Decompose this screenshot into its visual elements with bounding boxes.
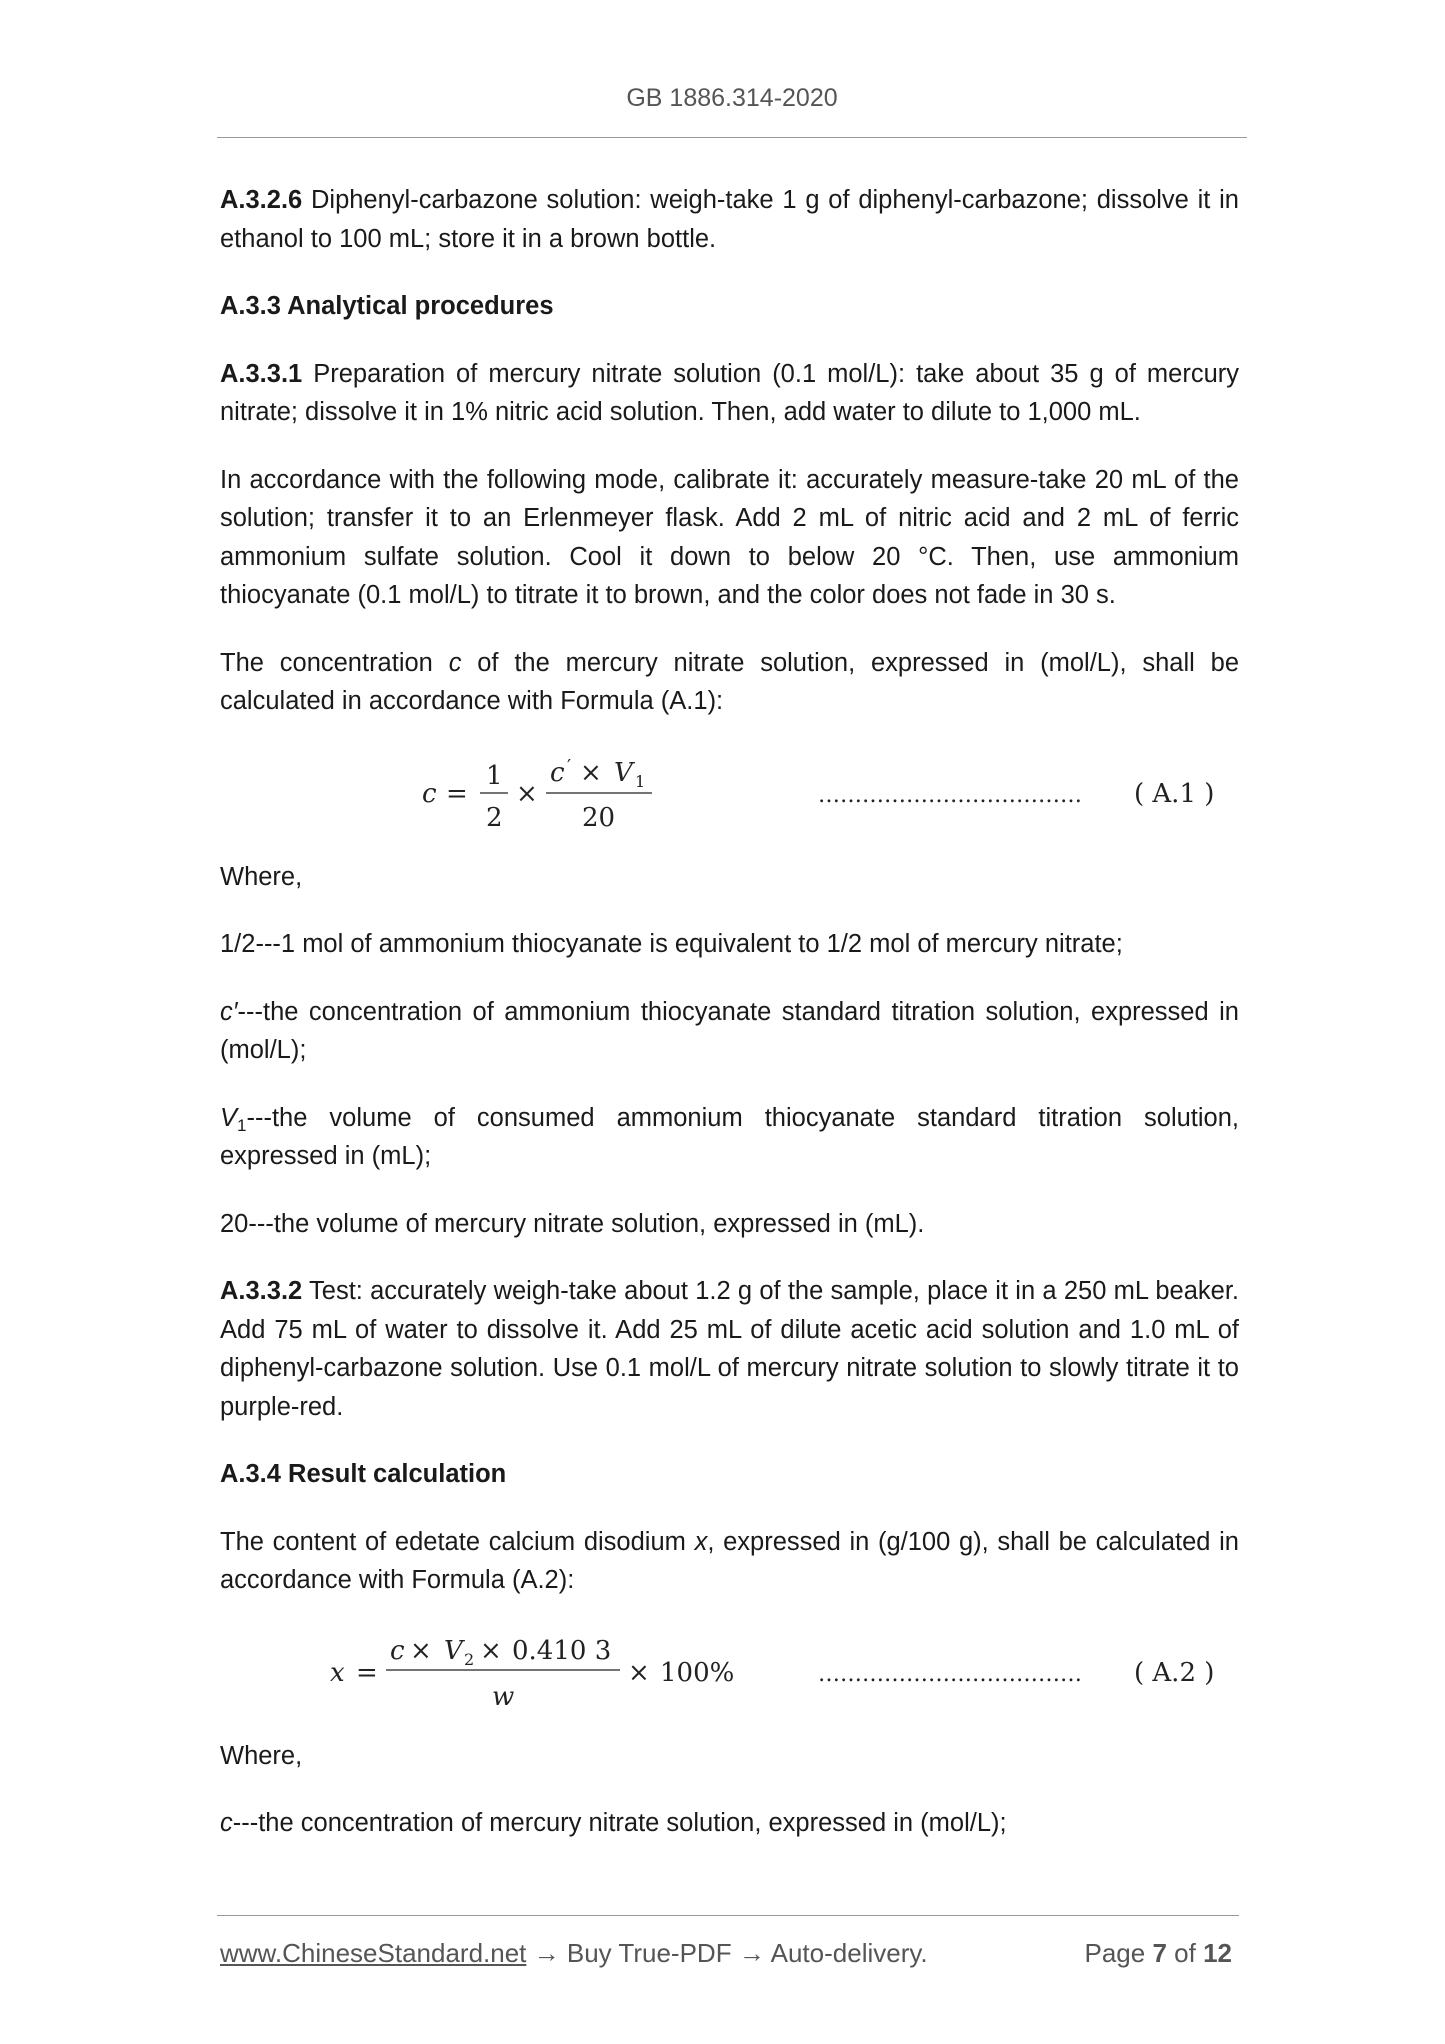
paragraph-concentration-intro [220, 644, 1239, 721]
where-label: Where, [220, 1741, 303, 1770]
auto-delivery-text: Auto-delivery. [770, 1938, 928, 1968]
clause-number: A.3.3.2 [220, 1277, 303, 1305]
heading-a34: A.3.4 Result calculation [220, 1460, 507, 1488]
formula-a2 [220, 1623, 1239, 1719]
formula-lhs: c [422, 778, 437, 809]
text: The concentration [220, 648, 449, 677]
clause-text: Test: accurately weigh-take about 1.2 g of the sample, place it in a 250 mL beaker. Add 75 mL of water to dissolve it. Add 25 mL of dilute acetic acid solution and 1.0 mL of diphenyl-carbazone solution. Use 0.1 mol/L of mercury nitrate solution to slowly titrate it to purple-red. [220, 1277, 1239, 1421]
formula-subscript: 2 [464, 1649, 475, 1669]
clause-number: A.3.3.1 [220, 359, 303, 388]
page-footer [220, 1938, 1232, 1969]
page-content [220, 181, 1239, 1872]
times-operator: × [410, 1635, 432, 1666]
heading-a33: A.3.3 Analytical procedures [220, 292, 554, 320]
formula-a1-graphic [220, 744, 1239, 840]
current-page: 7 [1152, 1938, 1167, 1968]
footer-divider [217, 1915, 1239, 1916]
formula-leader-dots: ……………………………… [818, 782, 1082, 808]
fraction-denominator: 2 [486, 802, 503, 833]
variable: x [694, 1527, 708, 1556]
total-pages: 12 [1203, 1938, 1232, 1968]
formula-leader-dots: ……………………………… [818, 1661, 1082, 1687]
formula-label: ( A.2 ) [1134, 1657, 1215, 1688]
times-operator: × [628, 1657, 650, 1688]
paragraph-a326 [220, 181, 1239, 258]
formula-equals: = [446, 778, 468, 809]
fraction-numerator: 1 [486, 760, 503, 791]
formula-var-v: V [444, 1635, 463, 1666]
definition-text: ---the volume of consumed ammonium thiocyanate standard titration solution, expressed in (mL); [220, 1103, 1239, 1170]
definition-c [220, 1804, 1239, 1843]
formula-subscript: 1 [635, 771, 646, 791]
definition-text: ---the concentration of ammonium thiocyanate standard titration solution, expressed in (mol/L); [220, 997, 1239, 1064]
text: The content of edetate calcium disodium [220, 1527, 695, 1556]
definition-text: ---the concentration of mercury nitrate solution, expressed in (mol/L); [232, 1809, 1007, 1837]
formula-constant: 0.410 3 [512, 1635, 612, 1666]
variable: c′ [220, 997, 238, 1026]
times-operator: × [580, 757, 602, 788]
times-operator: × [480, 1635, 502, 1666]
paragraph-content-intro [220, 1523, 1239, 1600]
formula-var-c: c [550, 757, 565, 788]
page-word: Page [1084, 1938, 1146, 1968]
fraction-denominator: w [492, 1681, 515, 1712]
where-label: Where, [220, 862, 303, 891]
fraction-denominator: 20 [582, 802, 616, 833]
definition-20: 20---the volume of mercury nitrate solution, expressed in (mL). [220, 1209, 925, 1238]
clause-text: Preparation of mercury nitrate solution (0.1 mol/L): take about 35 g of mercury nitrate; dissolve it in 1% nitric acid solution. Then, add water to dilute to 1,000 mL. [220, 359, 1239, 426]
definition-v1 [220, 1099, 1239, 1176]
of-word: of [1174, 1938, 1196, 1968]
times-operator: × [516, 778, 538, 809]
arrow-icon: → [533, 1938, 560, 1968]
buy-text: Buy True-PDF [566, 1938, 732, 1968]
formula-equals: = [356, 1657, 378, 1688]
variable: c [220, 1809, 233, 1837]
page-indicator [1084, 1938, 1232, 1969]
paragraph-a332 [220, 1272, 1239, 1426]
document-header [217, 84, 1247, 113]
arrow-icon: → [738, 1938, 765, 1968]
formula-var-v: V [614, 757, 633, 788]
variable: c [448, 648, 462, 677]
clause-text: Diphenyl-carbazone solution: weigh-take 1 g of diphenyl-carbazone; dissolve it in ethanol to 100 mL; store it in a brown bottle. [220, 186, 1239, 253]
paragraph-a331 [220, 355, 1239, 432]
paragraph-calibration: In accordance with the following mode, calibrate it: accurately measure-take 20 mL of the solution; transfer it to an Erlenmeyer flask. Add 2 mL of nitric acid and 2 mL of ferric ammonium sulfate solution. Cool it down to below 20 °C. Then, use ammonium thiocyanate (0.1 mol/L) to titrate it to brown, and the color does not fade in 30 s. [220, 465, 1239, 609]
text: , expressed in (g/100 g), shall be calculated in accordance with Formula (A.2): [220, 1527, 1239, 1594]
definition-one-half: 1/2---1 mol of ammonium thiocyanate is equivalent to 1/2 mol of mercury nitrate; [220, 930, 1123, 958]
website-link[interactable]: www.ChineseStandard.net [220, 1938, 527, 1968]
variable-subscript: 1 [237, 1115, 247, 1135]
formula-prime: ′ [567, 755, 572, 777]
formula-a2-graphic [220, 1623, 1239, 1719]
clause-number: A.3.2.6 [220, 186, 303, 214]
formula-a1 [220, 744, 1239, 840]
header-divider [217, 137, 1247, 138]
definition-c-prime [220, 993, 1239, 1070]
formula-lhs: x [330, 1657, 345, 1688]
formula-var-c: c [390, 1635, 405, 1666]
document-code: GB 1886.314-2020 [626, 84, 838, 112]
formula-percent: 100% [660, 1657, 735, 1688]
variable: V [220, 1103, 238, 1132]
formula-label: ( A.1 ) [1134, 778, 1215, 809]
text: of the mercury nitrate solution, expressed in (mol/L), shall be calculated in accordance with Formula (A.1): [220, 648, 1239, 715]
